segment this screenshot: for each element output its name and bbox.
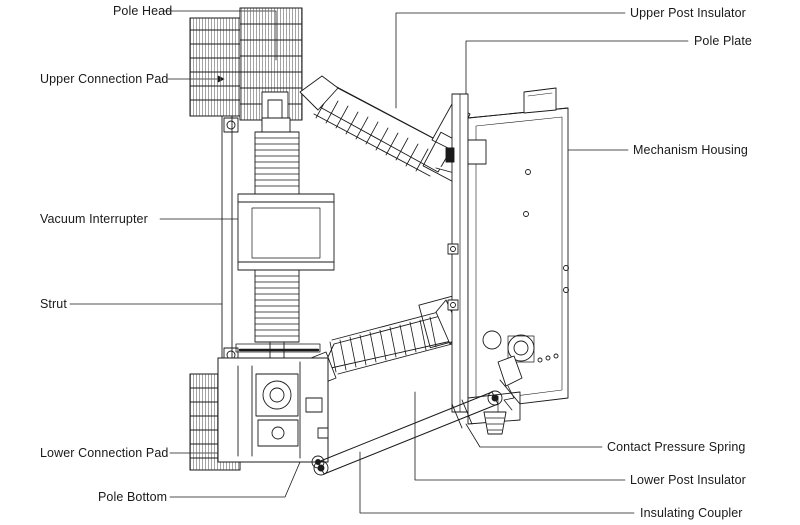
pole-bottom-shape bbox=[218, 358, 328, 468]
label-vacuum-interrupter: Vacuum Interrupter bbox=[40, 212, 148, 226]
label-mechanism-housing: Mechanism Housing bbox=[633, 143, 748, 157]
pole-head-shape bbox=[240, 8, 302, 126]
label-contact-pressure-spring: Contact Pressure Spring bbox=[607, 440, 746, 454]
label-pole-plate: Pole Plate bbox=[694, 34, 752, 48]
label-strut: Strut bbox=[40, 297, 67, 311]
label-insulating-coupler: Insulating Coupler bbox=[640, 506, 743, 520]
label-pole-head: Pole Head bbox=[113, 4, 173, 18]
vacuum-interrupter-shape bbox=[236, 118, 334, 358]
pole-frame bbox=[222, 116, 238, 362]
upper-connection-pad-shape bbox=[190, 18, 240, 116]
label-lower-post-insulator: Lower Post Insulator bbox=[630, 473, 746, 487]
label-upper-post-insulator: Upper Post Insulator bbox=[630, 6, 746, 20]
lower-post-insulator-shape bbox=[306, 296, 463, 386]
label-upper-connection-pad: Upper Connection Pad bbox=[40, 72, 169, 86]
label-pole-bottom: Pole Bottom bbox=[98, 490, 168, 504]
upper-post-insulator-shape bbox=[300, 76, 471, 182]
label-lower-connection-pad: Lower Connection Pad bbox=[40, 446, 169, 460]
